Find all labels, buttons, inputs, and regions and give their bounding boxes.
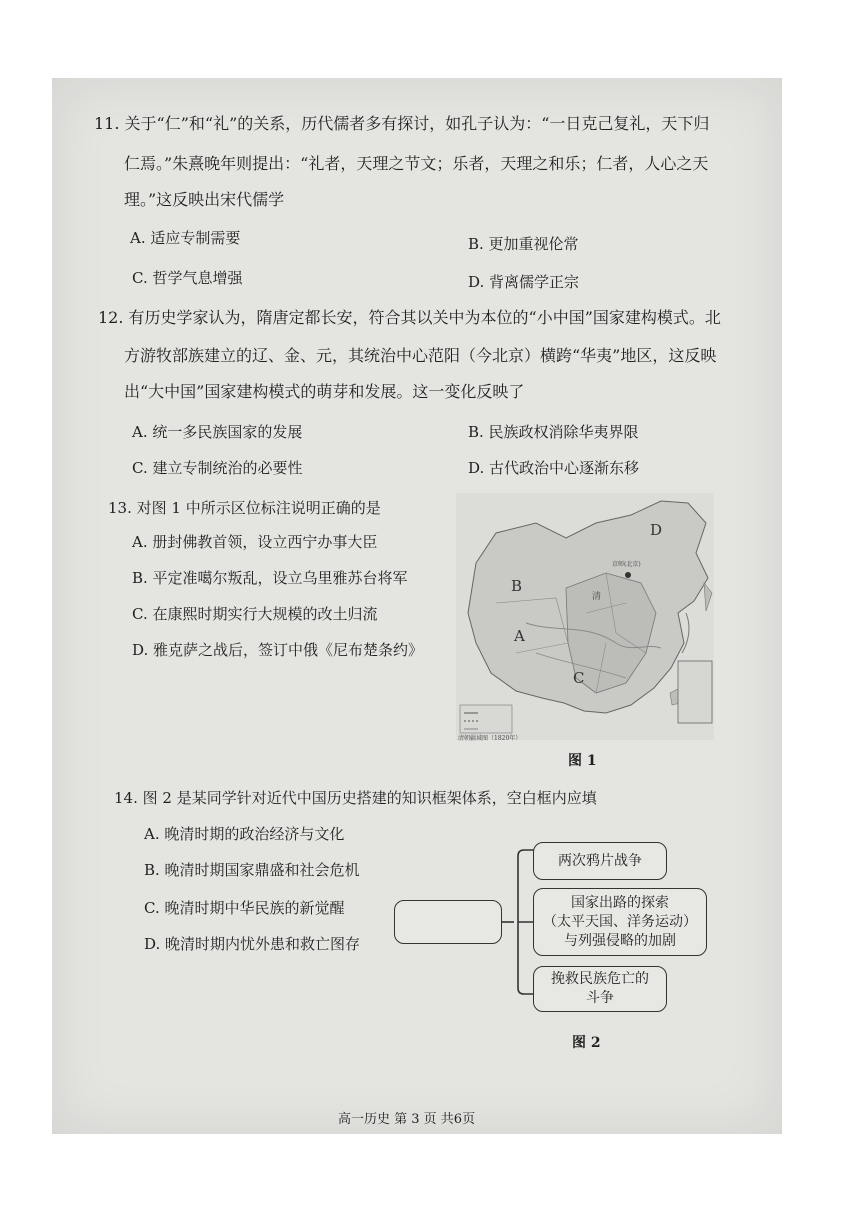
diagram-item-2-line-1: 国家出路的探索 — [571, 894, 669, 911]
diagram-item-opium-wars — [533, 842, 667, 880]
q13-option-c: C. 在康熙时期实行大规模的改土归流 — [132, 605, 378, 623]
q12-line-2: 方游牧部族建立的辽、金、元，其统治中心范阳（今北京）横跨“华夷”地区，这反映 — [124, 346, 717, 365]
q14-option-b: B. 晚清时期国家鼎盛和社会危机 — [144, 861, 360, 879]
diagram-item-struggle — [533, 966, 667, 1012]
diagram-item-3-line-1: 挽救民族危亡的 — [551, 971, 649, 987]
q12-option-a: A. 统一多民族国家的发展 — [132, 423, 303, 441]
q12-option-b: B. 民族政权消除华夷界限 — [468, 423, 639, 441]
q14-option-d: D. 晚清时期内忧外患和救亡图存 — [144, 935, 361, 953]
q12-option-c: C. 建立专制统治的必要性 — [132, 459, 303, 477]
diagram-item-2-line-3: 与列强侵略的加剧 — [564, 932, 676, 949]
q12-line-1: 12. 有历史学家认为，隋唐定都长安，符合其以关中为本位的“小中国”国家建构模式。北 — [98, 308, 721, 327]
q11-option-b: B. 更加重视伦常 — [468, 235, 579, 253]
map-label-capital: 京师(北京) — [612, 561, 641, 568]
diagram-item-exploration — [533, 888, 707, 956]
diagram-item-3-line-2: 斗争 — [586, 990, 614, 1006]
q14-stem: 14. 图 2 是某同学针对近代中国历史搭建的知识框架体系，空白框内应填 — [114, 789, 597, 807]
q11-option-a: A. 适应专制需要 — [130, 229, 241, 247]
q13-option-d: D. 雅克萨之战后，签订中俄《尼布楚条约》 — [132, 641, 424, 659]
q14-option-c: C. 晚清时期中华民族的新觉醒 — [144, 899, 345, 917]
q11-line-3: 理。”这反映出宋代儒学 — [124, 190, 285, 209]
diagram-item-1-line-1: 两次鸦片战争 — [558, 852, 642, 869]
map-label-d: D — [650, 521, 663, 539]
figure-2-caption: 图 2 — [572, 1035, 601, 1051]
diagram-blank-box — [394, 900, 502, 944]
map-title: 清朝疆域图（1820年） — [458, 735, 522, 742]
page-footer: 高一历史 第 3 页 共6页 — [338, 1112, 476, 1127]
qing-map-svg — [456, 493, 714, 740]
q11-line-1: 11. 关于“仁”和“礼”的关系，历代儒者多有探讨，如孔子认为：“一日克己复礼，天下归 — [94, 114, 710, 133]
diagram-item-2-line-2: （太平天国、洋务运动） — [543, 913, 697, 930]
q13-option-b: B. 平定准噶尔叛乱，设立乌里雅苏台将军 — [132, 569, 408, 587]
q14-option-a: A. 晚清时期的政治经济与文化 — [144, 825, 345, 843]
q12-option-d: D. 古代政治中心逐渐东移 — [468, 459, 640, 477]
q11-line-2: 仁焉。”朱熹晚年则提出：“礼者，天理之节文；乐者，天理之和乐；仁者，人心之天 — [124, 154, 709, 173]
q12-line-3: 出“大中国”国家建构模式的萌芽和发展。这一变化反映了 — [124, 382, 525, 401]
map-label-a: A — [514, 627, 525, 645]
qing-map-figure — [456, 493, 714, 740]
map-label-b: B — [511, 577, 523, 595]
q13-option-a: A. 册封佛教首领，设立西宁办事大臣 — [132, 533, 378, 551]
q11-option-d: D. 背离儒学正宗 — [468, 273, 580, 291]
map-label-qing: 清 — [592, 592, 602, 602]
map-label-c: C — [573, 669, 585, 687]
q11-option-c: C. 哲学气息增强 — [132, 269, 243, 287]
figure-1-caption: 图 1 — [568, 753, 597, 769]
q13-stem: 13. 对图 1 中所示区位标注说明正确的是 — [108, 499, 381, 517]
exam-page — [52, 78, 782, 1134]
